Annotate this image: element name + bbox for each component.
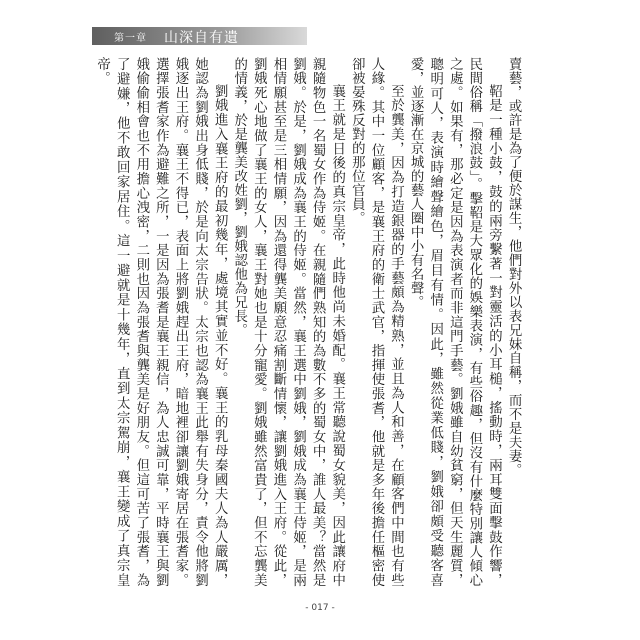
paragraph: 賣藝，或許是為了便於謀生，他們對外以表兄妹自稱，而不是夫妻。 bbox=[506, 57, 522, 477]
page-number: - 017 - bbox=[305, 603, 335, 613]
paragraph: 劉娥進入襄王府的最初幾年，處境其實並不好。襄王的乳母秦國夫人為人嚴厲，她認為劉娥出身低賤，於是向太宗告狀。太宗也認為襄王此舉有失身分，責令他將劉娥逐出王府。襄王不得已，表面上將劉娥趕出王府，暗地裡卻讓劉娥寄居在張耆家。選擇張耆家作為避難之所，一是因為張耆是襄王親信，為人忠誠可靠，平時襄王與劉娥偷偷相會也不用擔心洩密，二則也因為張耆與龔美是好朋友。但這可苦了張耆，為了避嫌，他不敢回家居住。這一避就是十幾年，直到太宗駕崩，襄王變成了真宗皇帝。 bbox=[94, 57, 228, 587]
chapter-label: 第一章 bbox=[114, 33, 147, 44]
main-text-block bbox=[92, 57, 544, 587]
vertical-text-column bbox=[92, 57, 523, 587]
paragraph: 鞀是一種小鼓，鼓的兩旁繫著一對靈活的小耳槌，搖動時，兩耳雙面擊鼓作響，民間俗稱「撥浪鼓」。擊鞀是大眾化的娛樂表演，有些俗趣，但沒有什麼特別讓人傾心之處。如果有，那必定是因為表演者而非這門手藝。劉娥雖自幼貧窮，但天生麗質，聰明可人，表演時繪聲繪色，眉目有情。因此，雖然從業低賤，劉娥卻頗受聽客喜愛，並逐漸在京城的藝人圈中小有名聲。 bbox=[408, 57, 502, 587]
chapter-title: 山深自有遺 bbox=[164, 30, 239, 46]
paragraph: 襄王就是日後的真宗皇帝，此時他尚未婚配。襄王常聽說蜀女貌美，因此讓府中親隨物色一名蜀女作為侍姬。在親隨們熟知的為數不多的蜀女中，誰人最美？當然是劉娥。於是，劉娥成為襄王的侍姬。當然，襄王選中劉娥，劉娥成為襄王侍姬，是兩相情願甚至是三相情願，因為還得龔美願意忍痛割斷情懷，讓劉娥進入王府。從此，劉娥死心地做了襄王的女人，襄王對她也是十分寵愛。劉娥雖然富貴了，但不忘龔美的情義，於是龔美改姓劉，劉娥認他為兄長。 bbox=[231, 57, 345, 587]
paragraph: 至於龔美，因為打造銀器的手藝頗為精熟，並且為人和善，在顧客們中間也有些人緣。其中一位顧客，是襄王府的衛士武官，指揮使張耆，他就是多年後擔任樞密使卻被晏殊反對的那位官員。 bbox=[349, 57, 404, 587]
page-header bbox=[92, 27, 552, 45]
